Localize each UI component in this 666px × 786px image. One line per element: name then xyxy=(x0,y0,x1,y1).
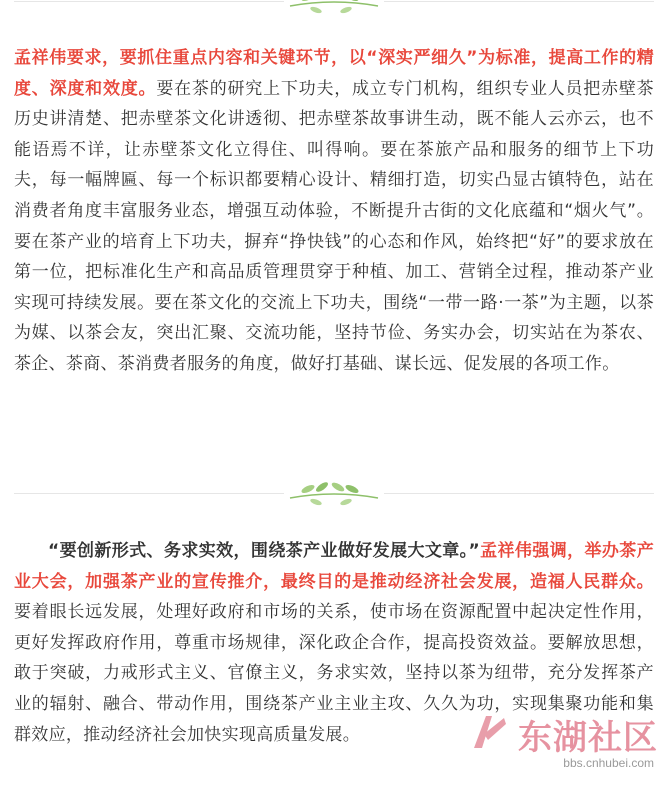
divider-line-left xyxy=(14,1,284,2)
article-paragraph-1 xyxy=(14,43,654,380)
watermark-url: bbs.cnhubei.com xyxy=(563,756,654,770)
section-divider-top xyxy=(14,0,654,16)
paragraph-1-body: 要在茶的研究上下功夫，成立专门机构，组织专业人员把赤壁茶历史讲清楚、把赤壁茶文化讲透彻、把赤壁茶故事讲生动，既不能人云亦云，也不能语焉不详，让赤壁茶文化立得住、叫得响。要在茶旅产品和服务的细节上下功夫，每一幅牌匾、每一个标识都要精心设计、精细打造，切实凸显古镇特色，站在消费者角度丰富服务业态，增强互动体验，不断提升古街的文化底蕴和“烟火气”。要在茶产业的培育上下功夫，摒弃“挣快钱”的心态和作风，始终把“好”的要求放在第一位，把标准化生产和高品质管理贯穿于种植、加工、营销全过程，推动茶产业实现可持续发展。要在茶文化的交流上下功夫，围绕“一带一路·一茶”为主题，以茶为媒、以茶会友，突出汇聚、交流功能，坚持节俭、务实办会，切实站在为茶农、茶企、茶商、茶消费者服务的角度，做好打基础、谋长远、促发展的各项工作。 xyxy=(14,78,654,374)
brand-mark-icon xyxy=(468,710,508,754)
paragraph-2-quote: “要创新形式、务求实效，围绕茶产业做好发展大文章。” xyxy=(48,541,481,561)
divider-line-right xyxy=(384,493,654,494)
paragraph-2-highlight: 孟祥伟强调，举办茶产业大会，加强茶产业的宣传推介，最终目的是推动经济社会发展，造福人民群众。 xyxy=(14,541,655,592)
divider-line-right xyxy=(384,1,654,2)
site-watermark xyxy=(468,710,658,780)
paragraph-2-body: 要着眼长远发展，处理好政府和市场的关系，使市场在资源配置中起决定性作用，更好发挥政府作用，尊重市场规律，深化政企合作，提高投资效益。要解放思想，敢于突破，力戒形式主义、官僚主义，务求实效，坚持以茶为纽带，充分发挥茶产业的辐射、融合、带动作用，围绕茶产业主业主攻、久久为功，实现集聚功能和集群效应，推动经济社会加快实现高质量发展。 xyxy=(14,602,654,745)
watermark-title: 东湖社区 xyxy=(518,718,658,758)
leaf-sprig-icon xyxy=(286,0,382,16)
divider-line-left xyxy=(14,493,284,494)
paragraph-1-highlight: 孟祥伟要求，要抓住重点内容和关键环节，以“深实严细久”为标准，提高工作的精度、深度和效度。 xyxy=(14,48,654,99)
leaf-sprig-icon xyxy=(286,478,382,508)
section-divider-middle xyxy=(14,478,654,508)
